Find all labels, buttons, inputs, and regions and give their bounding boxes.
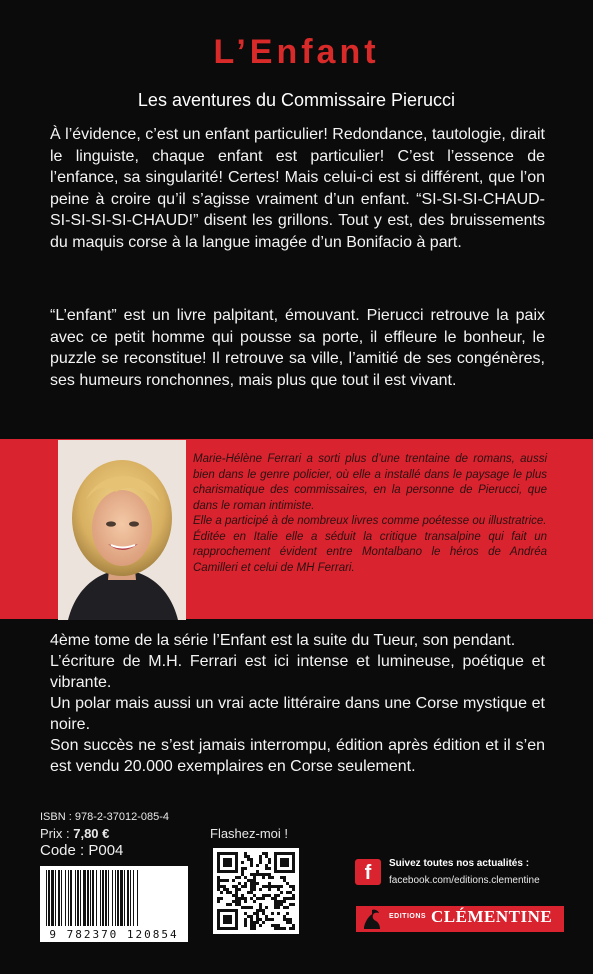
product-code: Code : P004 (40, 842, 124, 859)
qr-code[interactable] (213, 848, 299, 934)
closing-line-3: Un polar mais aussi un vrai acte littéraire dans une Corse mystique et noire. (50, 695, 545, 733)
social-follow-text: Suivez toutes nos actualités : (389, 858, 530, 869)
closing-line-2: L’écriture de M.H. Ferrari est ici intense et lumineuse, poétique et vibrante. (50, 653, 545, 691)
publisher-name: CLÉMENTINE (431, 907, 553, 926)
price-label: Prix : (40, 826, 74, 841)
blurb-paragraph-2: “L’enfant” est un livre palpitant, émouvant. Pierucci retrouve la paix avec ce petit homme qui pousse sa porte, il effleure le bonheur, le puzzle se reconstitue! Il retrouve sa ville, l’amitié de ses congénères, ses humeurs ronchonnes, mais plus que tout il est vivant. (50, 307, 545, 389)
publisher-label: EDITIONS (389, 913, 427, 920)
barcode-image (40, 866, 188, 928)
book-title: L’Enfant (213, 33, 380, 71)
author-bio-text (193, 452, 547, 576)
publisher-logo-icon (360, 907, 384, 931)
price-text (40, 826, 109, 841)
book-subtitle: Les aventures du Commissaire Pierucci (137, 90, 456, 110)
closing-line-1: 4ème tome de la série l’Enfant est la suite du Tueur, son pendant. (50, 632, 516, 649)
price-value: 7,80 € (73, 826, 110, 841)
closing-line-4: Son succès ne s’est jamais interrompu, édition après édition et il s’en est vendu 20.000 exemplaires en Corse seulement. (50, 737, 545, 775)
author-bio-line-1: Marie-Hélène Ferrari a sorti plus d’une trentaine de romans, aussi bien dans le genre policier, où elle a installé dans le paysage le plus charismatique des commissaires, en la personne de Pierucci, que dans le roman intimiste. (193, 453, 547, 512)
isbn-text: ISBN : 978-2-37012-085-4 (40, 811, 170, 823)
qr-label: Flashez-moi ! (210, 826, 289, 841)
author-bio-line-3: Éditée en Italie elle a séduit la critique transalpine qui fait un rapprochement évident entre Montalbano le héros de Andréa Camilleri et celui de MH Ferrari. (193, 530, 547, 574)
facebook-url[interactable]: facebook.com/editions.clementine (389, 875, 540, 886)
facebook-icon[interactable]: f (355, 859, 381, 885)
author-portrait (58, 440, 186, 620)
blurb-paragraph-1: À l’évidence, c’est un enfant particulier! Redondance, tautologie, dirait le linguiste, chaque enfant est particulier! C’est l’essence de l’enfance, sa singularité! Certes! Mais celui-ci est si différent, que l’on peine à croire qu’il s’agisse vraiment d’un enfant. “SI-SI-SI-CHAUD-SI-SI-SI-SI-CHAUD!” disent les grillons. Tout y est, des bruissements du maquis corse à la langue imagée d’un Bonifacio à part. (50, 126, 545, 251)
barcode-digits: 9 782370 120854 (40, 928, 188, 942)
closing-paragraph (50, 630, 545, 777)
author-bio-line-2: Elle a participé à de nombreux livres comme poétesse ou illustratrice. (193, 515, 547, 527)
